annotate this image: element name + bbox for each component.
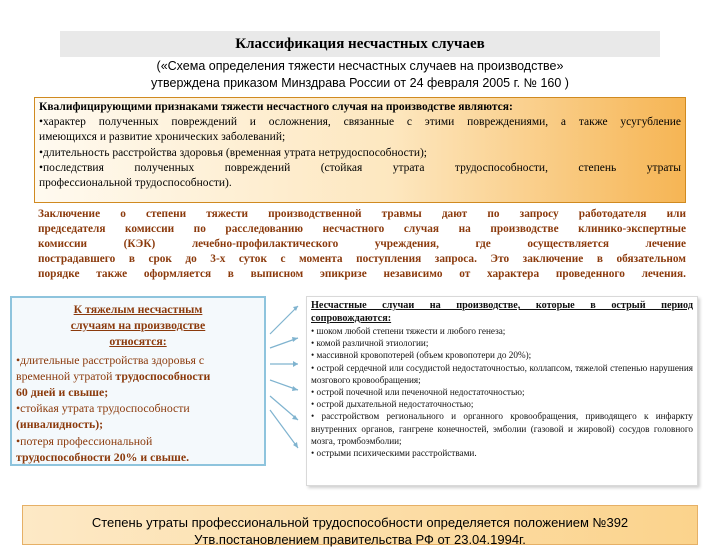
conclusion-line-3: комиссии (КЭК) лечебно-профилактического учреждения, где осуществляется лечение <box>38 238 686 250</box>
criteria-item-1b: имеющихся и развитие хронических заболеваний; <box>39 131 286 144</box>
acute-cases-box <box>306 296 698 486</box>
conclusion-line-5: порядке также оформляется в выписном эпикризе независимо от характера проведенного лечения. <box>38 268 686 280</box>
acute-heading-line-2: сопровождаются: <box>311 313 392 324</box>
severe-item-2 <box>16 400 260 432</box>
severe-heading-line-3: относятся: <box>109 334 167 349</box>
severe-item-1-text: •длительные расстройства здоровья с временной утратой <box>16 352 205 383</box>
arrowhead-3 <box>293 361 298 367</box>
arrow-1 <box>270 306 298 334</box>
severe-heading-line-1: К тяжелым несчастным <box>73 302 203 316</box>
acute-item: • острой почечной или печеночной недостаточностью; <box>311 387 525 398</box>
footer-line-1: Степень утраты профессиональной трудоспособности определяется положением №392 <box>91 515 629 530</box>
page-title: Классификация несчастных случаев <box>60 31 660 57</box>
conclusion-line-4: пострадавшего в срок до 3-х суток с момента поступления запроса. Это заключение в обязательном <box>38 253 686 265</box>
subtitle-line-1: («Схема определения тяжести несчастных случаев на производстве» <box>156 59 564 73</box>
footer-note <box>22 505 698 545</box>
conclusion-line-1: Заключение о степени тяжести производственной травмы дают по запросу работодателя или <box>38 208 686 220</box>
criteria-box <box>34 97 686 203</box>
subtitle-line-2: утверждена приказом Минздрава России от 24 февраля 2005 г. № 160 ) <box>151 76 569 90</box>
footer-line-2: Утв.постановлением правительства РФ от 23.04.1994г. <box>194 532 526 547</box>
connector-arrows <box>268 296 306 466</box>
severe-item-1 <box>16 352 260 401</box>
acute-item: • комой различной этиологии; <box>311 338 429 349</box>
severe-item-3 <box>16 433 260 465</box>
criteria-item-2: •длительность расстройства здоровья (временная утрата нетрудоспособности); <box>39 146 427 159</box>
severe-cases-box <box>10 296 266 466</box>
severe-heading <box>16 301 260 350</box>
acute-heading-line-1: Несчастные случаи на производстве, которые в острый период <box>311 300 693 311</box>
subtitle <box>40 58 680 92</box>
acute-item: • острыми психическими расстройствами. <box>311 448 477 459</box>
severe-heading-line-2: случаям на производстве <box>70 318 206 333</box>
acute-item: • массивной кровопотерей (объем кровопотери до 20%); <box>311 350 532 361</box>
criteria-item-3a: •последствия полученных повреждений (стойкая утрата трудоспособности, степень утраты <box>39 161 681 174</box>
acute-item: • острой дыхательной недостаточностью; <box>311 399 474 410</box>
severe-item-3-text: •потеря профессиональной <box>16 433 153 448</box>
conclusion-text <box>38 207 686 282</box>
criteria-item-1a: •характер полученных повреждений и осложнения, связанные с этими повреждениями, а также усугубление <box>39 116 681 129</box>
acute-item: • острой сердечной или сосудистой недостаточностью, коллапсом, тяжелой степенью нарушения мозгового кровообращения; <box>311 362 693 385</box>
criteria-item-3b: профессиональной трудоспособности). <box>39 177 232 190</box>
criteria-heading: Квалифицирующими признаками тяжести несчастного случая на производстве являются: <box>39 101 513 113</box>
conclusion-line-2: председателя комиссии по расследованию несчастного случая на производстве клинико-экспертные <box>38 223 686 235</box>
severe-item-3-bold: трудоспособности 20% и свыше. <box>16 449 190 464</box>
severe-item-1-bold-2: 60 дней и свыше; <box>16 385 109 400</box>
severe-item-2-bold: (инвалидность); <box>16 417 104 432</box>
acute-item: • шоком любой степени тяжести и любого генеза; <box>311 326 506 336</box>
severe-item-2-text: •стойкая утрата трудоспособности <box>16 401 190 416</box>
acute-item: • расстройством регионального и органного кровообращения, приводящего к инфаркту внутренних органов, гангрене конечностей, эмболии (газовой и жировой) сосудов головного мозга, тромбоэмболии; <box>311 411 693 446</box>
severe-item-1-bold-1: трудоспособности <box>115 368 211 383</box>
